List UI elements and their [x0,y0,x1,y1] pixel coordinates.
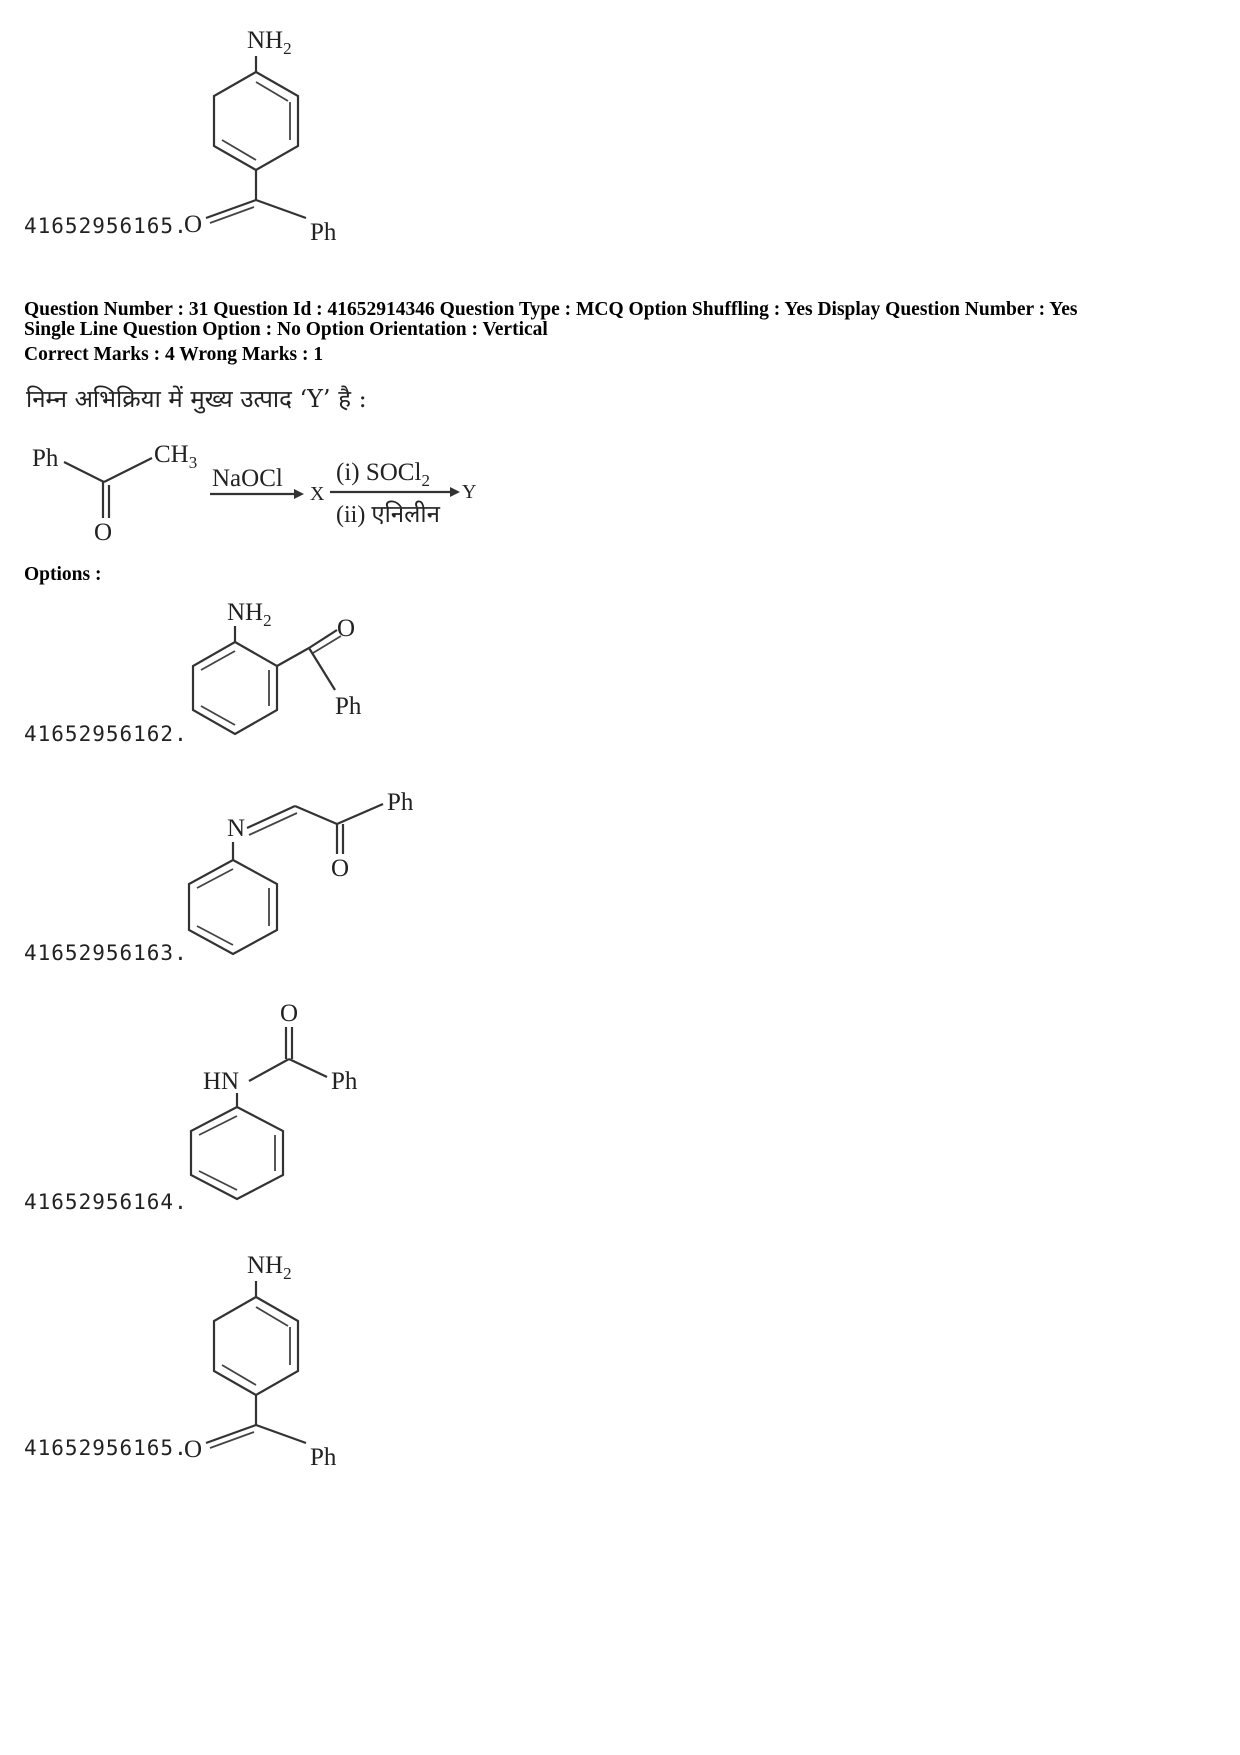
option-4-nh2-label: $NH_2$ [247,1252,292,1283]
option-2-ph-label: Ph [387,789,414,816]
option-2-n-label: N [227,815,246,842]
reactant-o-label: O [94,519,113,546]
prev-option-nh2-label: $NH_2$ [247,27,292,58]
option-1-ph-label: Ph [335,693,362,720]
option-1-o-label: O [337,615,356,642]
question-meta-line2: Single Line Question Option : No Option Orientation : Vertical [24,319,548,340]
option-2-o-label: O [331,855,350,882]
reagent-naocl: NaOCl [212,465,283,492]
option-2-id[interactable]: 41652956163. [24,941,188,965]
reactant-ph-label: Ph [32,445,59,472]
prev-option-o-label: O [184,211,203,238]
product-y: Y [462,481,477,503]
prev-option-structure [170,20,370,260]
option-4-o-label: O [184,1436,203,1463]
reactant-ch3-label: $CH_3$ [154,441,198,472]
question-marks: Correct Marks : 4 Wrong Marks : 1 [24,344,324,365]
option-4-structure [170,1243,370,1483]
option-1-id[interactable]: 41652956162. [24,722,188,746]
reagent-aniline: (ii) एनिलीन [336,502,440,528]
question-text: निम्न अभिक्रिया में मुख्य उत्पाद ‘Y’ है : [26,385,367,413]
prev-option-ph-label: Ph [310,219,337,246]
option-3-hn-label: HN [203,1068,240,1095]
prev-option-id: 41652956165. [24,214,188,238]
option-3-o-label: O [280,1000,299,1027]
reaction-scheme [24,430,504,550]
options-label: Options : [24,564,102,585]
question-meta-line1: Question Number : 31 Question Id : 41652914346 Question Type : MCQ Option Shuffling : Yes Display Question Number : Yes [24,299,1078,320]
option-3-id[interactable]: 41652956164. [24,1190,188,1214]
option-2-structure [175,780,435,960]
option-3-ph-label: Ph [331,1068,358,1095]
option-1-nh2-label: $NH_2$ [227,599,272,630]
option-4-ph-label: Ph [310,1444,337,1471]
option-1-structure [175,590,415,750]
option-4-id[interactable]: 41652956165. [24,1436,188,1460]
option-3-structure [175,995,415,1205]
reagent-socl2: (i) SOCl$_2$ [336,459,430,490]
intermediate-x: X [310,483,325,505]
